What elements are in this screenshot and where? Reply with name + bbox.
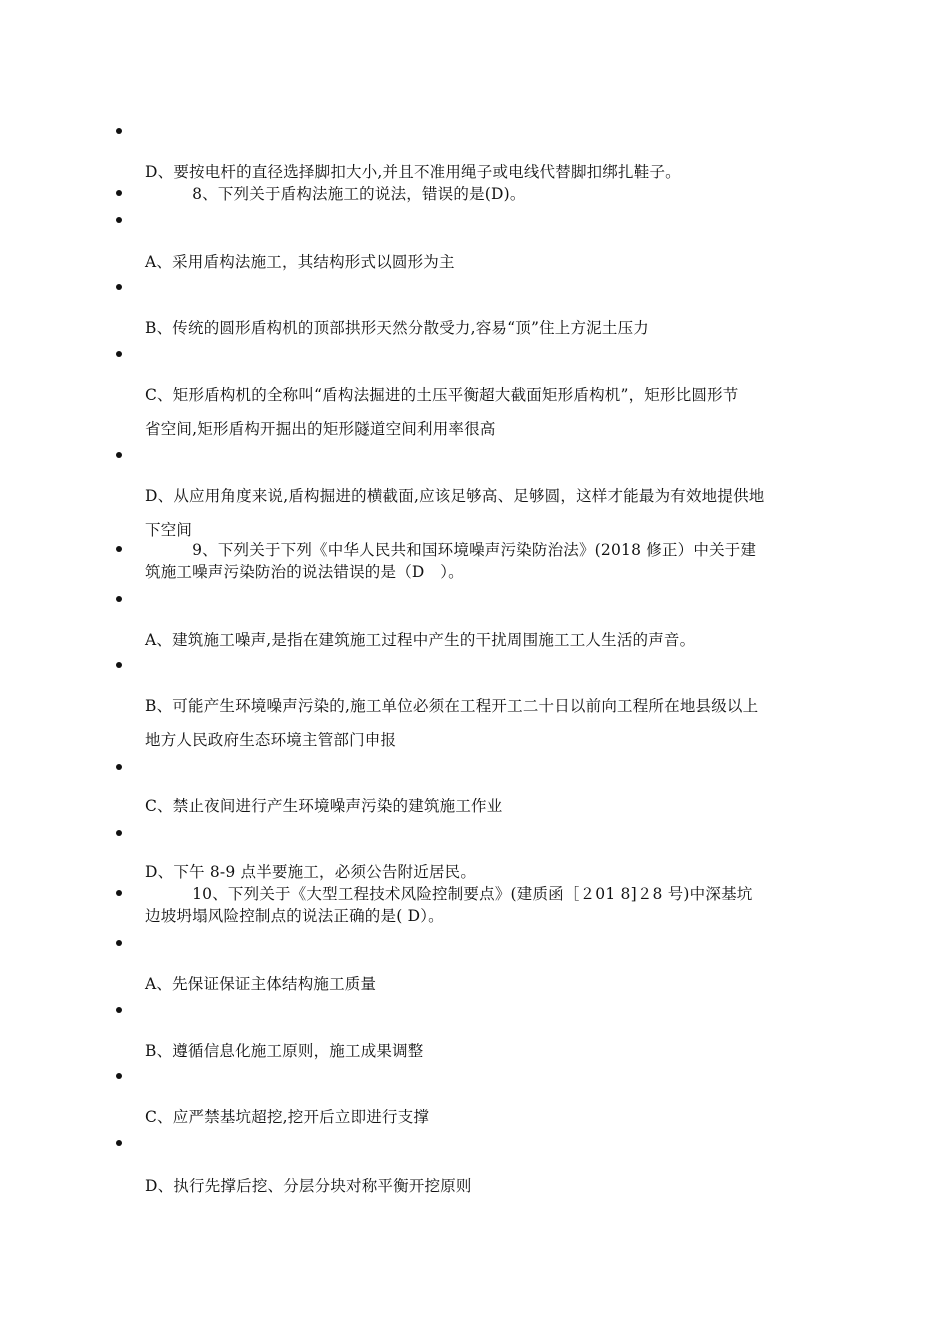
list-bullet [116, 217, 122, 223]
list-bullet [116, 940, 122, 946]
list-bullet [116, 190, 122, 196]
list-bullet [116, 596, 122, 602]
list-bullet [116, 764, 122, 770]
option-text: A、建筑施工噪声,是指在建筑施工过程中产生的干扰周围施工工人生活的声音。 [145, 631, 696, 649]
option-text: B、可能产生环境噪声污染的,施工单位必须在工程开工二十日以前向工程所在地县级以上 [145, 697, 759, 715]
question-text: 8、下列关于盾构法施工的说法，错误的是(D)。 [145, 185, 526, 203]
list-bullet [116, 1140, 122, 1146]
question-text: 边坡坍塌风险控制点的说法正确的是( D）。 [145, 907, 444, 925]
option-text: A、先保证保证主体结构施工质量 [145, 975, 377, 993]
question-text: 筑施工噪声污染防治的说法错误的是（D ）。 [145, 563, 464, 581]
option-text: D、下午 8-9 点半要施工，必须公告附近居民。 [145, 863, 477, 881]
option-text: B、传统的圆形盾构机的顶部拱形天然分散受力,容易“顶”住上方泥土压力 [145, 319, 649, 337]
option-text: B、遵循信息化施工原则，施工成果调整 [145, 1042, 424, 1060]
option-text: 地方人民政府生态环境主管部门申报 [145, 731, 397, 749]
option-text: 省空间,矩形盾构开掘出的矩形隧道空间利用率很高 [145, 420, 496, 438]
list-bullet [116, 128, 122, 134]
option-text: C、矩形盾构机的全称叫“盾构法掘进的土压平衡超大截面矩形盾构机”，矩形比圆形节 [145, 386, 739, 404]
list-bullet [116, 546, 122, 552]
option-text: D、执行先撑后挖、分层分块对称平衡开挖原则 [145, 1177, 472, 1195]
question-text: 9、下列关于下列《中华人民共和国环境噪声污染防治法》(2018 修正）中关于建 [145, 541, 757, 559]
option-text: 下空间 [145, 521, 193, 539]
option-text: C、禁止夜间进行产生环境噪声污染的建筑施工作业 [145, 797, 503, 815]
list-bullet [116, 662, 122, 668]
option-text: D、要按电杆的直径选择脚扣大小,并且不准用绳子或电线代替脚扣绑扎鞋子。 [145, 163, 681, 181]
option-text: A、采用盾构法施工，其结构形式以圆形为主 [145, 253, 455, 271]
question-text: 10、下列关于《大型工程技术风险控制要点》(建质函［２01 8]２8 号)中深基坑 [145, 885, 753, 903]
list-bullet [116, 284, 122, 290]
list-bullet [116, 830, 122, 836]
list-bullet [116, 452, 122, 458]
option-text: C、应严禁基坑超挖,挖开后立即进行支撑 [145, 1108, 430, 1126]
option-text: D、从应用角度来说,盾构掘进的横截面,应该足够高、足够圆，这样才能最为有效地提供地 [145, 487, 765, 505]
list-bullet [116, 1007, 122, 1013]
list-bullet [116, 351, 122, 357]
list-bullet [116, 1073, 122, 1079]
list-bullet [116, 890, 122, 896]
